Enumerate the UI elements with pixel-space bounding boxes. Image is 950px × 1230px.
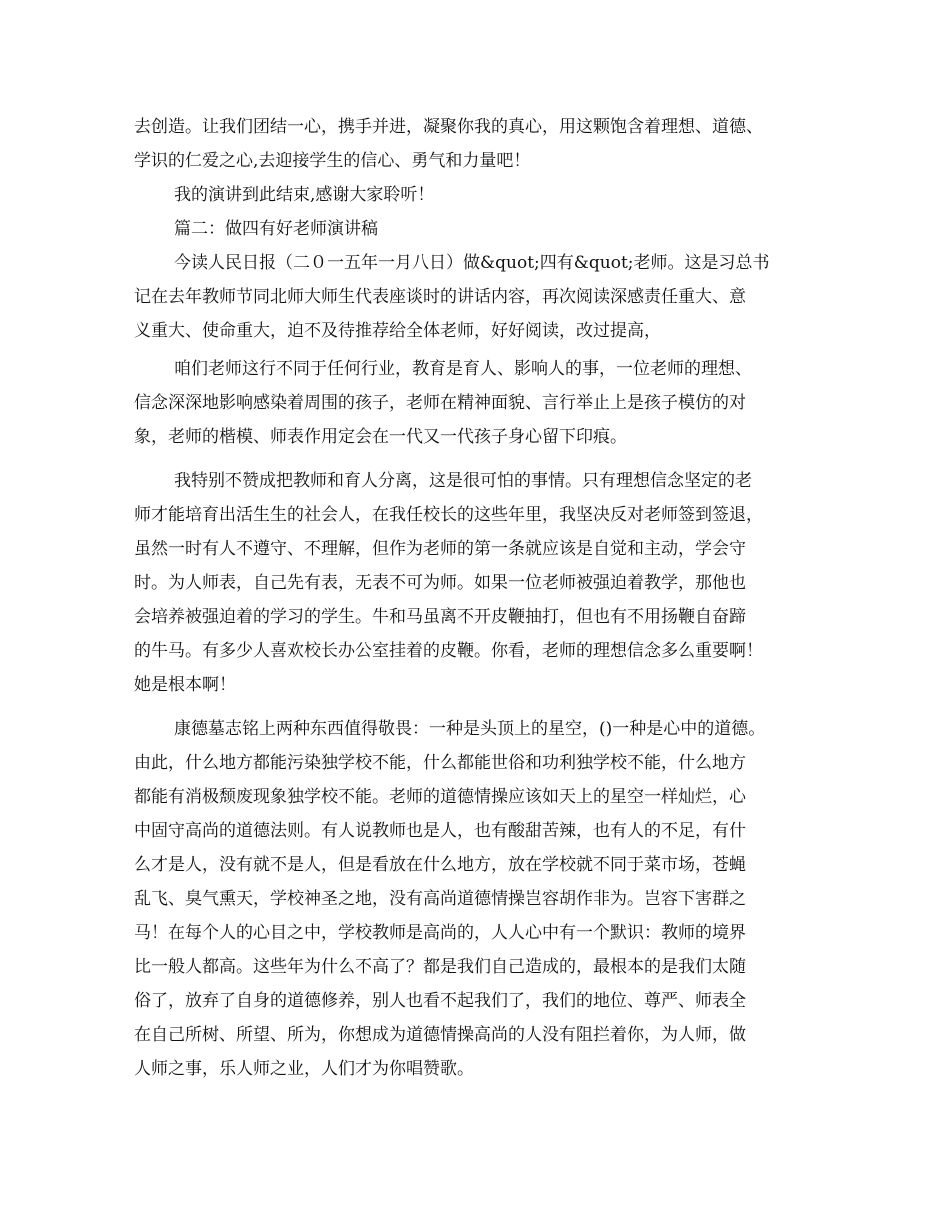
text-line: 会培养被强迫着的学习的学生。牛和马虽离不开皮鞭抽打，但也有不用扬鞭自奋蹄 bbox=[134, 607, 746, 627]
paragraph-moral-integrity bbox=[134, 712, 826, 1086]
text-line: 在自己所树、所望、所为，你想成为道德情操高尚的人没有阻拦着你，为人师，做 bbox=[134, 1025, 746, 1045]
text-line: 中固守高尚的道德法则。有人说教师也是人，也有酸甜苦辣，也有人的不足，有什 bbox=[134, 821, 746, 841]
text-line: 今读人民日报（二０一五年一月八日）做&quot;四有&quot;老师。这是习总书 bbox=[174, 253, 770, 273]
text-line: 我的演讲到此结束,感谢大家聆听！ bbox=[174, 185, 435, 205]
text-line: 信念深深地影响感染着周围的孩子，老师在精神面貌、言行举止上是孩子模仿的对 bbox=[134, 393, 746, 413]
document-body bbox=[134, 110, 826, 1086]
text-line: 我特别不赞成把教师和育人分离，这是很可怕的事情。只有理想信念坚定的老 bbox=[174, 471, 752, 491]
text-line: 康德墓志铭上两种东西值得敬畏：一种是头顶上的星空，()一种是心中的道德。 bbox=[174, 719, 766, 739]
text-line: 马！在每个人的心目之中，学校教师是高尚的，人人心中有一个默识：教师的境界 bbox=[134, 923, 746, 943]
text-line: 比一般人都高。这些年为什么不高了？都是我们自己造成的，最根本的是我们太随 bbox=[134, 957, 746, 977]
text-line: 学识的仁爱之心,去迎接学生的信心、勇气和力量吧！ bbox=[134, 151, 531, 171]
section-heading bbox=[134, 212, 826, 246]
text-line: 俗了，放弃了自身的道德修养，别人也看不起我们了，我们的地位、尊严、师表全 bbox=[134, 991, 746, 1011]
text-line: 时。为人师表，自己先有表，无表不可为师。如果一位老师被强迫着教学，那他也 bbox=[134, 573, 746, 593]
text-line: 咱们老师这行不同于任何行业，教育是育人、影响人的事，一位老师的理想、 bbox=[174, 359, 752, 379]
text-line: 虽然一时有人不遵守、不理解，但作为老师的第一条就应该是自觉和主动，学会守 bbox=[134, 539, 746, 559]
text-line: 的牛马。有多少人喜欢校长办公室挂着的皮鞭。你看，老师的理想信念多么重要啊！ bbox=[134, 641, 763, 661]
text-line: 由此，什么地方都能污染独学校不能，什么都能世俗和功利独学校不能，什么地方 bbox=[134, 753, 746, 773]
section-title: 篇二：做四有好老师演讲稿 bbox=[174, 219, 378, 239]
paragraph-speech-end bbox=[134, 178, 826, 212]
text-line: 她是根本啊！ bbox=[134, 675, 236, 695]
text-line: 象，老师的楷模、师表作用定会在一代又一代孩子身心留下印痕。 bbox=[134, 427, 627, 447]
paragraph-teacher-influence bbox=[134, 352, 826, 454]
spacer bbox=[134, 702, 826, 712]
text-line: 记在去年教师节同北师大师生代表座谈时的讲话内容，再次阅读深感责任重大、意 bbox=[134, 287, 746, 307]
text-line: 都能有消极颓废现象独学校不能。老师的道德情操应该如天上的星空一样灿烂，心 bbox=[134, 787, 746, 807]
text-line: 义重大、使命重大，迫不及待推荐给全体老师，好好阅读，改过提高， bbox=[134, 321, 661, 341]
text-line: 师才能培育出活生生的社会人，在我任校长的这些年里，我坚决反对老师签到签退， bbox=[134, 505, 763, 525]
paragraph-ideals-beliefs bbox=[134, 464, 826, 702]
text-line: 么才是人，没有就不是人，但是看放在什么地方，放在学校就不同于菜市场，苍蝇 bbox=[134, 855, 746, 875]
text-line: 去创造。让我们团结一心，携手并进，凝聚你我的真心，用这颗饱含着理想、道德、 bbox=[134, 117, 763, 137]
spacer bbox=[134, 454, 826, 464]
text-line: 人师之事，乐人师之业，人们才为你唱赞歌。 bbox=[134, 1059, 474, 1079]
paragraph-intro bbox=[134, 246, 826, 348]
paragraph-closing-appeal bbox=[134, 110, 826, 178]
text-line: 乱飞、臭气熏天，学校神圣之地，没有高尚道德情操岂容胡作非为。岂容下害群之 bbox=[134, 889, 746, 909]
